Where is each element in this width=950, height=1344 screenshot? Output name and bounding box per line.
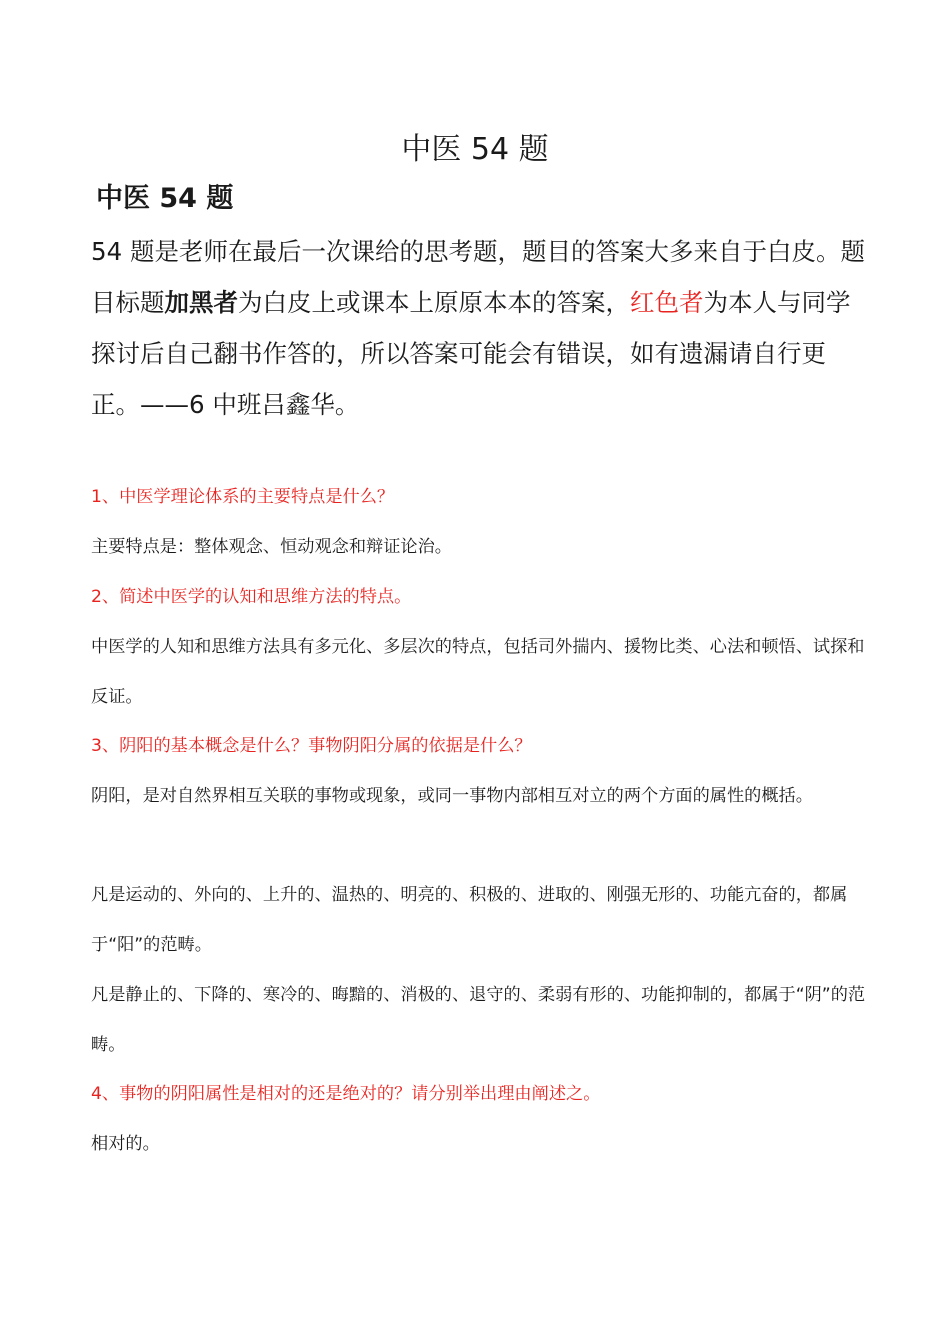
intro-text-3: 为本人与同学探讨后自己翻书作答的，所以答案可能会有错误，如有遗漏请自行更正。——6 中班吕鑫华。: [91, 288, 851, 419]
answer-3-yin: 凡是静止的、下降的、寒冷的、晦黯的、消极的、退守的、柔弱有形的、功能抑制的，都属于“阴”的范畴。: [91, 985, 866, 1055]
question-4: 4、事物的阴阳属性是相对的还是绝对的？请分别举出理由阐述之。: [91, 1084, 601, 1104]
answer-3-yang: 凡是运动的、外向的、上升的、温热的、明亮的、积极的、进取的、刚强无形的、功能亢奋的，都属于“阳”的范畴。: [91, 885, 848, 955]
answer-1: 主要特点是：整体观念、恒动观念和辩证论治。: [91, 537, 452, 557]
intro-bold-term: 加黑者: [164, 288, 238, 317]
document-title: 中医 54 题: [401, 132, 549, 167]
question-3: 3、阴阳的基本概念是什么？事物阴阳分属的依据是什么？: [91, 736, 532, 756]
intro-red-term: 红色者: [630, 288, 704, 317]
answer-2: 中医学的人知和思维方法具有多元化、多层次的特点，包括司外揣内、援物比类、心法和顿悟、试探和反证。: [91, 637, 865, 707]
intro-text-1: 54 题是老师在最后一次课给的思考题，题目的答案大多来自于白皮。题目标题: [91, 237, 865, 317]
answer-3-definition: 阴阳，是对自然界相互关联的事物或现象，或同一事物内部相互对立的两个方面的属性的概括。: [91, 786, 813, 806]
question-2: 2、简述中医学的认知和思维方法的特点。: [91, 587, 412, 607]
section-heading: 中医 54 题: [96, 183, 234, 214]
question-1: 1、中医学理论体系的主要特点是什么？: [91, 487, 395, 507]
intro-text-2: 为白皮上或课本上原原本本的答案，: [238, 288, 630, 317]
intro-paragraph: [91, 226, 871, 430]
answer-4: 相对的。: [91, 1134, 160, 1154]
